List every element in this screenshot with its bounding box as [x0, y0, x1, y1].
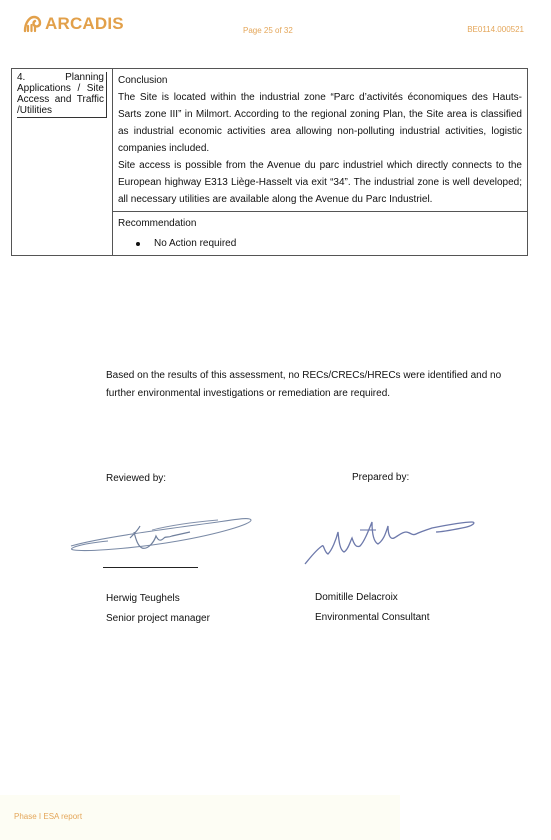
page-number: Page 25 of 32 [243, 26, 293, 35]
arcadis-logo-icon [22, 14, 42, 34]
page-header [0, 0, 551, 60]
recommendation-item [136, 235, 522, 252]
bullet-icon [136, 242, 140, 246]
conclusion-paragraph-2: Site access is possible from the Avenue du parc industriel which directly connects to the European highway E313 Liège-Hasselt via exit “34”. The industrial zone is well developed; all necessary utilities are available along the Avenue du Parc Industriel. [118, 160, 522, 205]
reviewer-signature [68, 508, 258, 558]
document-reference: BE0114.000521 [467, 25, 524, 34]
reviewed-by-label: Reviewed by: [106, 473, 167, 484]
arcadis-logo [22, 14, 124, 34]
preparer-role: Environmental Consultant [315, 612, 430, 623]
preparer-signature [302, 510, 478, 570]
conclusion-paragraph-1: The Site is located within the industrial zone “Parc d’activités économiques des Hauts-Sarts zone III” in Milmort. According to the regional zoning Plan, the Site area is classified as industrial economic activities area allowing non-polluting industrial activities, logistic companies included. [118, 92, 522, 154]
signature-line [103, 567, 198, 568]
page-footer: Phase I ESA report [14, 812, 83, 821]
assessment-table [11, 68, 528, 256]
preparer-name: Domitille Delacroix [315, 592, 398, 603]
conclusion-cell [113, 69, 528, 212]
section-label-cell [12, 69, 113, 256]
recommendation-text: No Action required [154, 238, 237, 249]
logo-text: ARCADIS [45, 14, 124, 33]
assessment-conclusion: Based on the results of this assessment, no RECs/CRECs/HRECs were identified and no further environmental investigations or remediation are required. [106, 370, 502, 399]
recommendation-heading: Recommendation [118, 218, 197, 229]
prepared-by-label: Prepared by: [352, 472, 410, 483]
conclusion-heading: Conclusion [118, 75, 168, 86]
section-label: 4. Planning Applications / Site Access and Traffic /Utilities [17, 72, 107, 118]
reviewer-role: Senior project manager [106, 613, 210, 624]
reviewer-name: Herwig Teughels [106, 593, 180, 604]
recommendation-cell [113, 212, 528, 256]
